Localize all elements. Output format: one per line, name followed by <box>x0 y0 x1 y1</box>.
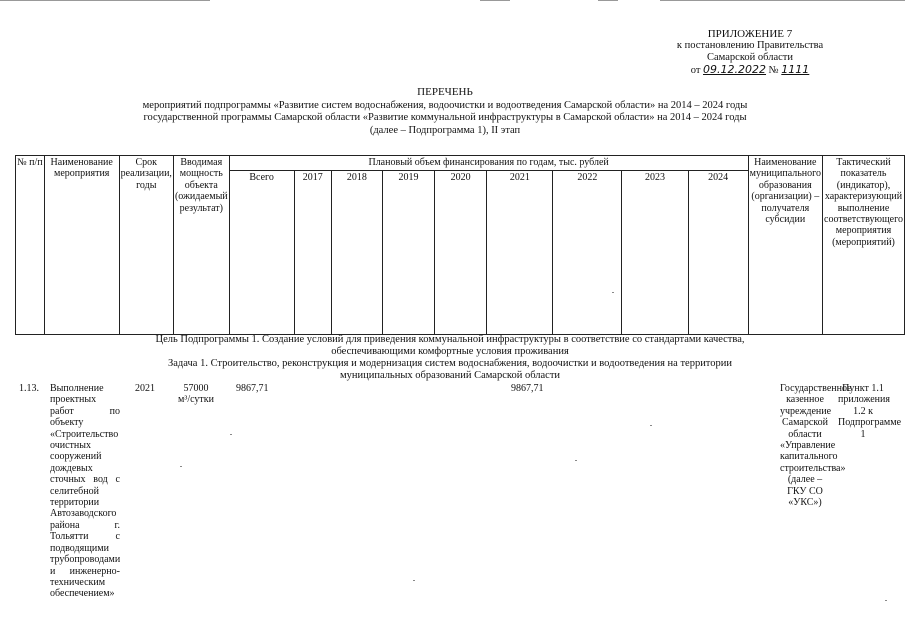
col-header-year: 2018 <box>331 170 382 334</box>
col-header-year: 2020 <box>435 170 487 334</box>
heading-line-1: мероприятий подпрограммы «Развитие систем водоснабжения, водоочистки и водоотведения Самарской области» на 2014 – 2024 годы <box>142 99 748 111</box>
appendix-line-2: Самарской области <box>707 52 793 63</box>
decree-number: 1111 <box>781 63 810 76</box>
scan-line <box>480 0 510 1</box>
col-header-year: 2023 <box>622 170 688 334</box>
program-task <box>110 358 790 382</box>
scan-speck <box>885 600 887 601</box>
heading-line-3: (далее – Подпрограмма 1), II этап <box>369 124 521 136</box>
decree-date: 09.12.2022 <box>703 63 767 76</box>
heading-line-2: государственной программы Самарской области «Развитие коммунальной инфраструктуры в Самарской области» на 2014 – 2024 годы <box>143 112 747 123</box>
scan-speck <box>230 434 232 435</box>
financing-table-header <box>15 155 905 335</box>
col-header-year: 2024 <box>688 170 748 334</box>
col-header-name-text: Наименование мероприятия <box>50 157 113 180</box>
appendix-title: ПРИЛОЖЕНИЕ 7 <box>707 28 793 40</box>
appendix-line-1: к постановлению Правительства <box>676 40 824 51</box>
col-header-indicator: Тактический показатель (индикатор), характеризующий выполнение соответствующего мероприятия (мероприятий) <box>822 156 904 335</box>
col-header-year: 2021 <box>487 170 553 334</box>
row-year: 2021 <box>135 383 155 394</box>
appendix-date-line <box>600 64 900 77</box>
scan-speck <box>575 460 577 461</box>
col-header-capacity: Вводимая мощность объекта (ожидаемый результат) <box>173 156 229 335</box>
col-header-year: 2022 <box>553 170 622 334</box>
scan-speck <box>612 292 614 293</box>
row-capacity <box>172 383 220 406</box>
goal-line-2: обеспечивающими комфортные условия проживания <box>331 346 569 357</box>
row-event-name: Выполнение проектных работ по объекту «Строительство очистных сооружений дождевых сточных вод с селитебной территории Автозаводского района г. Тольятти с подводящими трубопроводами и инженерно-техническим обеспечением» <box>50 383 121 600</box>
row-capacity-value: 57000 <box>183 383 209 394</box>
col-header-total: Всего <box>229 170 294 334</box>
scan-line <box>598 0 618 1</box>
appendix-block <box>600 28 900 77</box>
col-header-plan: Плановый объем финансирования по годам, тыс. рублей <box>229 156 748 171</box>
row-organization: Государственное казенное учреждение Самарской области «Управление капитального строительства» (далее – ГКУ СО «УКС») <box>780 383 852 509</box>
number-sign: № <box>768 65 779 76</box>
col-header-term: Срок реализации, годы <box>119 156 173 335</box>
heading-title: ПЕРЕЧЕНЬ <box>417 86 473 98</box>
col-header-year: 2019 <box>382 170 434 334</box>
task-line-2: муниципальных образований Самарской области <box>339 370 561 381</box>
scan-line <box>660 0 905 1</box>
col-header-organization: Наименование муниципального образования (организации) – получателя субсидии <box>748 156 822 335</box>
col-header-number: № п/п <box>16 156 45 335</box>
row-capacity-unit: м³/сутки <box>178 394 214 406</box>
col-header-name <box>44 156 119 335</box>
from-label: от <box>690 65 701 76</box>
task-line-1: Задача 1. Строительство, реконструкция и модернизация систем водоснабжения, водоочистки и водоотведения на территории <box>168 358 732 369</box>
goal-line-1: Цель Подпрограммы 1. Создание условий для приведения коммунальной инфраструктуры в соответствие со стандартами качества, <box>155 334 745 345</box>
document-heading <box>120 86 770 137</box>
row-value-2021: 9867,71 <box>511 383 544 394</box>
scan-speck <box>650 425 652 426</box>
scan-line <box>0 0 210 1</box>
scan-speck <box>180 466 182 467</box>
program-goal <box>110 334 790 358</box>
col-header-year: 2017 <box>294 170 331 334</box>
row-indicator: Пункт 1.1 приложения 1.2 к Подпрограмме 1 <box>838 383 902 440</box>
row-number: 1.13. <box>19 383 39 394</box>
scan-speck <box>413 580 415 581</box>
row-total: 9867,71 <box>236 383 269 394</box>
